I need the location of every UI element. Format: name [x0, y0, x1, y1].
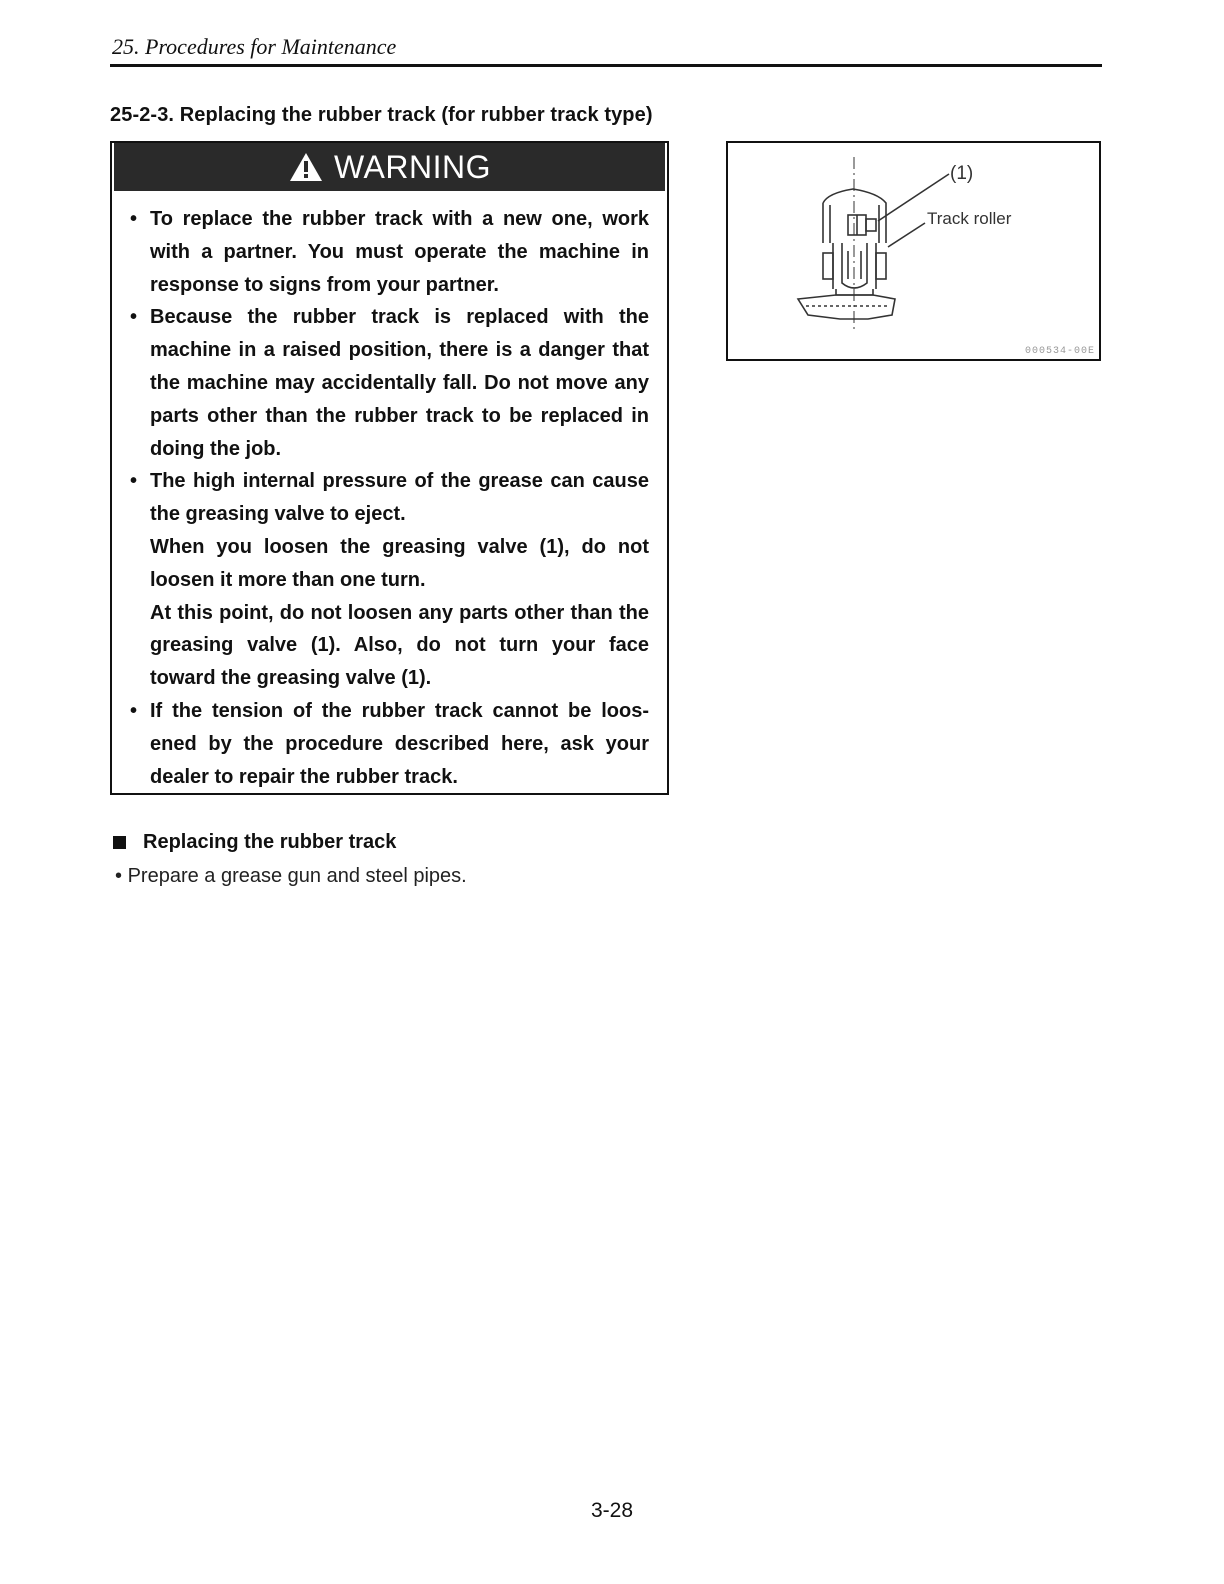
- callout-label-1: (1): [950, 163, 974, 184]
- procedure-heading: [113, 831, 396, 854]
- bullet: •: [130, 470, 138, 493]
- procedure-heading-text: Replacing the rubber track: [143, 831, 397, 853]
- warning-triangle-icon: [288, 151, 324, 183]
- figure-code: 000534-00E: [1024, 346, 1095, 357]
- warning-item: [130, 465, 649, 695]
- header-divider: [110, 64, 1102, 67]
- warning-banner: [114, 143, 665, 191]
- warning-item-text: At this point, do not loosen any parts other than the greasing valve (1). Also, do not turn your face toward the greasing valve (1).: [150, 601, 649, 690]
- warning-box: [110, 141, 669, 795]
- warning-list: [112, 191, 667, 793]
- bullet: •: [115, 865, 123, 887]
- section-heading: 25-2-3. Replacing the rubber track (for rubber track type): [110, 104, 653, 126]
- bullet: •: [130, 699, 138, 722]
- track-roller-figure: [726, 141, 1101, 361]
- warning-item: [130, 301, 649, 465]
- warning-item: [130, 203, 649, 301]
- bullet: •: [130, 306, 138, 329]
- page-header-title: 25. Procedures for Maintenance: [112, 34, 397, 59]
- callout-label-track-roller: Track roller: [927, 209, 1012, 228]
- warning-banner-label: WARNING: [334, 148, 491, 185]
- warning-item-text: The high internal pressure of the grease can cause the greasing valve to eject.: [150, 470, 649, 526]
- warning-item-text: Because the rubber track is replaced with the machine in a raised position, there is a danger that the machine may accidentally fall. Do not move any parts other than the rubber track to be replaced in doing the job.: [150, 306, 649, 460]
- track-roller-diagram: [728, 143, 1099, 359]
- warning-item: [130, 695, 649, 793]
- warning-item-text: When you loosen the greasing valve (1), do not loosen it more than one turn.: [150, 535, 649, 591]
- warning-item-text: If the tension of the rubber track cannot be loos-ened by the procedure described here, ask your dealer to repair the rubber track.: [150, 699, 649, 788]
- warning-item-text: To replace the rubber track with a new one, work with a partner. You must operate the machine in response to signs from your partner.: [150, 208, 649, 296]
- bullet: •: [130, 208, 138, 230]
- procedure-step-text: Prepare a grease gun and steel pipes.: [127, 865, 467, 887]
- square-bullet-icon: [113, 836, 126, 849]
- procedure-step: [115, 865, 467, 888]
- page-number: 3-28: [590, 1499, 634, 1522]
